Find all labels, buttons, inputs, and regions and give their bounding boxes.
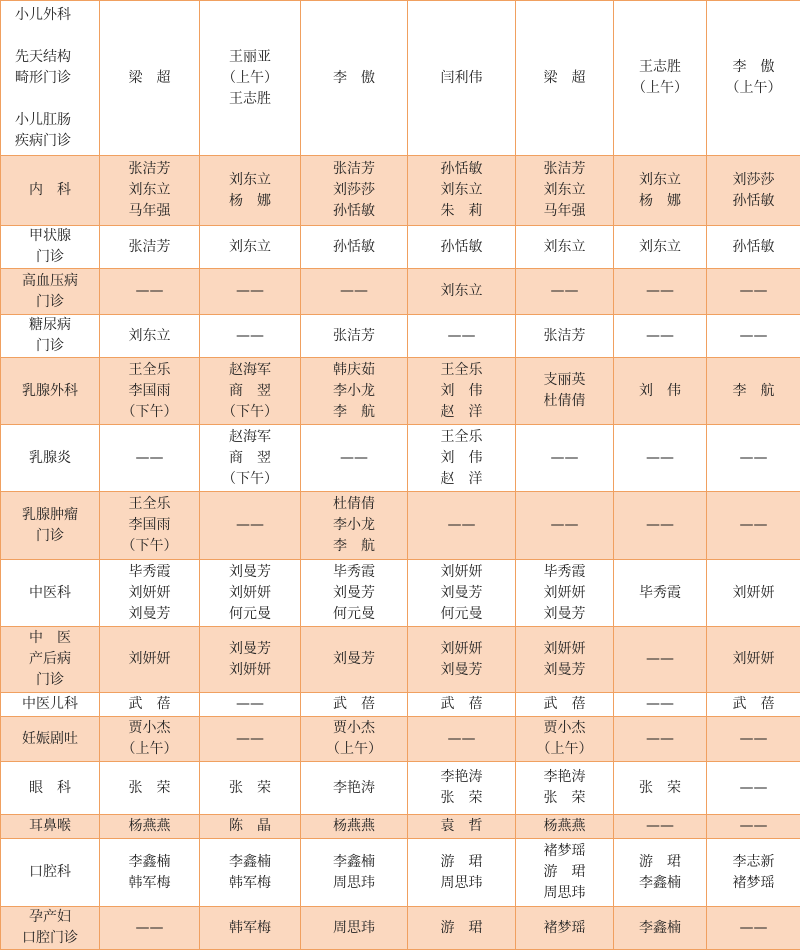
table-row [1, 425, 800, 492]
doctor-cell: —— [707, 907, 800, 950]
doctor-cell: 李艳涛 [301, 762, 408, 815]
table-row [1, 762, 800, 815]
doctor-cell: 王全乐 李国雨 （下午） [100, 492, 200, 560]
doctor-cell: —— [707, 425, 800, 492]
doctor-cell: 褚梦瑶 游 珺 周思玮 [516, 839, 614, 907]
doctor-cell: —— [200, 315, 301, 358]
department-cell: 乳腺炎 [1, 425, 100, 492]
doctor-cell: —— [516, 492, 614, 560]
doctor-cell: 李艳涛 张 荣 [408, 762, 516, 815]
doctor-cell: 刘东立 [200, 226, 301, 269]
doctor-cell: —— [614, 315, 707, 358]
doctor-cell: —— [614, 693, 707, 717]
doctor-cell: 王志胜 （上午） [614, 1, 707, 156]
department-cell: 糖尿病 门诊 [1, 315, 100, 358]
department-cell: 中医科 [1, 560, 100, 627]
table-row [1, 315, 800, 358]
doctor-cell: —— [707, 762, 800, 815]
doctor-cell: 李 航 [707, 358, 800, 425]
doctor-cell: 刘妍妍 刘曼芳 [516, 627, 614, 693]
doctor-cell: —— [516, 269, 614, 315]
department-cell: 中医儿科 [1, 693, 100, 717]
department-cell: 耳鼻喉 [1, 815, 100, 839]
doctor-cell: 刘妍妍 刘曼芳 何元曼 [408, 560, 516, 627]
doctor-cell: 李鑫楠 [614, 907, 707, 950]
doctor-cell: 张洁芳 刘东立 马年强 [100, 156, 200, 226]
table-row [1, 627, 800, 693]
doctor-cell: 梁 超 [516, 1, 614, 156]
doctor-cell: —— [301, 425, 408, 492]
doctor-cell: 刘东立 杨 娜 [200, 156, 301, 226]
doctor-cell: 王全乐 李国雨 （下午） [100, 358, 200, 425]
doctor-cell: 刘东立 [614, 226, 707, 269]
department-cell: 孕产妇 口腔门诊 [1, 907, 100, 950]
doctor-cell: 毕秀霞 刘妍妍 刘曼芳 [516, 560, 614, 627]
doctor-cell: 毕秀霞 刘曼芳 何元曼 [301, 560, 408, 627]
doctor-cell: —— [614, 492, 707, 560]
doctor-cell: 游 珺 李鑫楠 [614, 839, 707, 907]
doctor-cell: 张洁芳 [301, 315, 408, 358]
department-cell: 口腔科 [1, 839, 100, 907]
doctor-cell: —— [614, 425, 707, 492]
doctor-cell: —— [614, 717, 707, 762]
doctor-cell: 刘 伟 [614, 358, 707, 425]
doctor-cell: —— [200, 717, 301, 762]
doctor-cell: 孙恬敏 [301, 226, 408, 269]
doctor-cell: 刘东立 [408, 269, 516, 315]
department-cell: 内 科 [1, 156, 100, 226]
doctor-cell: 刘曼芳 刘妍妍 [200, 627, 301, 693]
doctor-cell: 张洁芳 刘莎莎 孙恬敏 [301, 156, 408, 226]
table-row [1, 156, 800, 226]
doctor-cell: 毕秀霞 刘妍妍 刘曼芳 [100, 560, 200, 627]
doctor-cell: 杨燕燕 [516, 815, 614, 839]
table-row [1, 269, 800, 315]
doctor-cell: —— [614, 815, 707, 839]
doctor-cell: 袁 哲 [408, 815, 516, 839]
doctor-cell: 赵海军 商 翌 （下午） [200, 425, 301, 492]
doctor-cell: —— [200, 693, 301, 717]
doctor-cell: 刘东立 [516, 226, 614, 269]
doctor-cell: 张 荣 [100, 762, 200, 815]
doctor-cell: —— [200, 492, 301, 560]
doctor-cell: 韩军梅 [200, 907, 301, 950]
doctor-cell: 孙恬敏 刘东立 朱 莉 [408, 156, 516, 226]
department-cell: 眼 科 [1, 762, 100, 815]
doctor-cell: —— [301, 269, 408, 315]
table-row [1, 1, 800, 156]
table-row [1, 560, 800, 627]
table-row [1, 693, 800, 717]
doctor-cell: 李志新 褚梦瑶 [707, 839, 800, 907]
doctor-cell: 贾小杰 （上午） [100, 717, 200, 762]
doctor-cell: 杨燕燕 [301, 815, 408, 839]
doctor-cell: 刘妍妍 刘曼芳 [408, 627, 516, 693]
department-cell: 甲状腺 门诊 [1, 226, 100, 269]
doctor-cell: —— [707, 492, 800, 560]
doctor-cell: —— [707, 315, 800, 358]
doctor-cell: —— [408, 717, 516, 762]
schedule-body [1, 1, 800, 950]
doctor-cell: 李 傲 [301, 1, 408, 156]
doctor-cell: —— [707, 269, 800, 315]
doctor-cell: 刘妍妍 [100, 627, 200, 693]
doctor-cell: 张洁芳 刘东立 马年强 [516, 156, 614, 226]
doctor-cell: 王丽亚 （上午） 王志胜 [200, 1, 301, 156]
doctor-cell: —— [516, 425, 614, 492]
doctor-cell: 刘妍妍 [707, 560, 800, 627]
doctor-cell: —— [408, 315, 516, 358]
doctor-cell: 贾小杰 （上午） [516, 717, 614, 762]
doctor-cell: 李艳涛 张 荣 [516, 762, 614, 815]
doctor-cell: —— [707, 717, 800, 762]
doctor-cell: 闫利伟 [408, 1, 516, 156]
doctor-cell: —— [707, 815, 800, 839]
doctor-cell: 李 傲 （上午） [707, 1, 800, 156]
doctor-cell: 刘莎莎 孙恬敏 [707, 156, 800, 226]
doctor-cell: 李鑫楠 周思玮 [301, 839, 408, 907]
doctor-cell: 杨燕燕 [100, 815, 200, 839]
department-cell: 乳腺肿瘤 门诊 [1, 492, 100, 560]
department-cell: 乳腺外科 [1, 358, 100, 425]
doctor-cell: 武 蓓 [301, 693, 408, 717]
doctor-cell: 武 蓓 [707, 693, 800, 717]
doctor-cell: 孙恬敏 [707, 226, 800, 269]
doctor-cell: —— [100, 269, 200, 315]
table-row [1, 226, 800, 269]
table-row [1, 717, 800, 762]
doctor-cell: 张洁芳 [516, 315, 614, 358]
doctor-cell: 陈 晶 [200, 815, 301, 839]
department-cell: 妊娠剧吐 [1, 717, 100, 762]
doctor-cell: 游 珺 周思玮 [408, 839, 516, 907]
doctor-cell: 韩庆茹 李小龙 李 航 [301, 358, 408, 425]
doctor-cell: 武 蓓 [100, 693, 200, 717]
doctor-cell: 武 蓓 [516, 693, 614, 717]
doctor-cell: 刘东立 杨 娜 [614, 156, 707, 226]
doctor-cell: 张 荣 [614, 762, 707, 815]
doctor-cell: 王全乐 刘 伟 赵 洋 [408, 358, 516, 425]
doctor-cell: —— [614, 269, 707, 315]
doctor-cell: 梁 超 [100, 1, 200, 156]
doctor-cell: 赵海军 商 翌 （下午） [200, 358, 301, 425]
doctor-cell: 王全乐 刘 伟 赵 洋 [408, 425, 516, 492]
doctor-cell: 李鑫楠 韩军梅 [100, 839, 200, 907]
doctor-cell: 李鑫楠 韩军梅 [200, 839, 301, 907]
doctor-cell: 支丽英 杜倩倩 [516, 358, 614, 425]
doctor-cell: 张 荣 [200, 762, 301, 815]
doctor-cell: 周思玮 [301, 907, 408, 950]
department-cell: 小儿外科 先天结构 畸形门诊 小儿肛肠 疾病门诊 [1, 1, 100, 156]
doctor-cell: 刘曼芳 刘妍妍 何元曼 [200, 560, 301, 627]
department-cell: 高血压病 门诊 [1, 269, 100, 315]
doctor-cell: 游 珺 [408, 907, 516, 950]
doctor-cell: 孙恬敏 [408, 226, 516, 269]
doctor-cell: —— [100, 907, 200, 950]
doctor-cell: —— [408, 492, 516, 560]
table-row [1, 839, 800, 907]
table-row [1, 907, 800, 950]
doctor-cell: —— [100, 425, 200, 492]
doctor-cell: 刘曼芳 [301, 627, 408, 693]
doctor-cell: 刘妍妍 [707, 627, 800, 693]
table-row [1, 492, 800, 560]
doctor-cell: —— [200, 269, 301, 315]
doctor-cell: 褚梦瑶 [516, 907, 614, 950]
doctor-cell: 张洁芳 [100, 226, 200, 269]
table-row [1, 358, 800, 425]
doctor-cell: 贾小杰 （上午） [301, 717, 408, 762]
doctor-cell: 毕秀霞 [614, 560, 707, 627]
doctor-cell: 武 蓓 [408, 693, 516, 717]
doctor-cell: 杜倩倩 李小龙 李 航 [301, 492, 408, 560]
doctor-cell: —— [614, 627, 707, 693]
table-row [1, 815, 800, 839]
department-cell: 中 医 产后病 门诊 [1, 627, 100, 693]
doctor-cell: 刘东立 [100, 315, 200, 358]
